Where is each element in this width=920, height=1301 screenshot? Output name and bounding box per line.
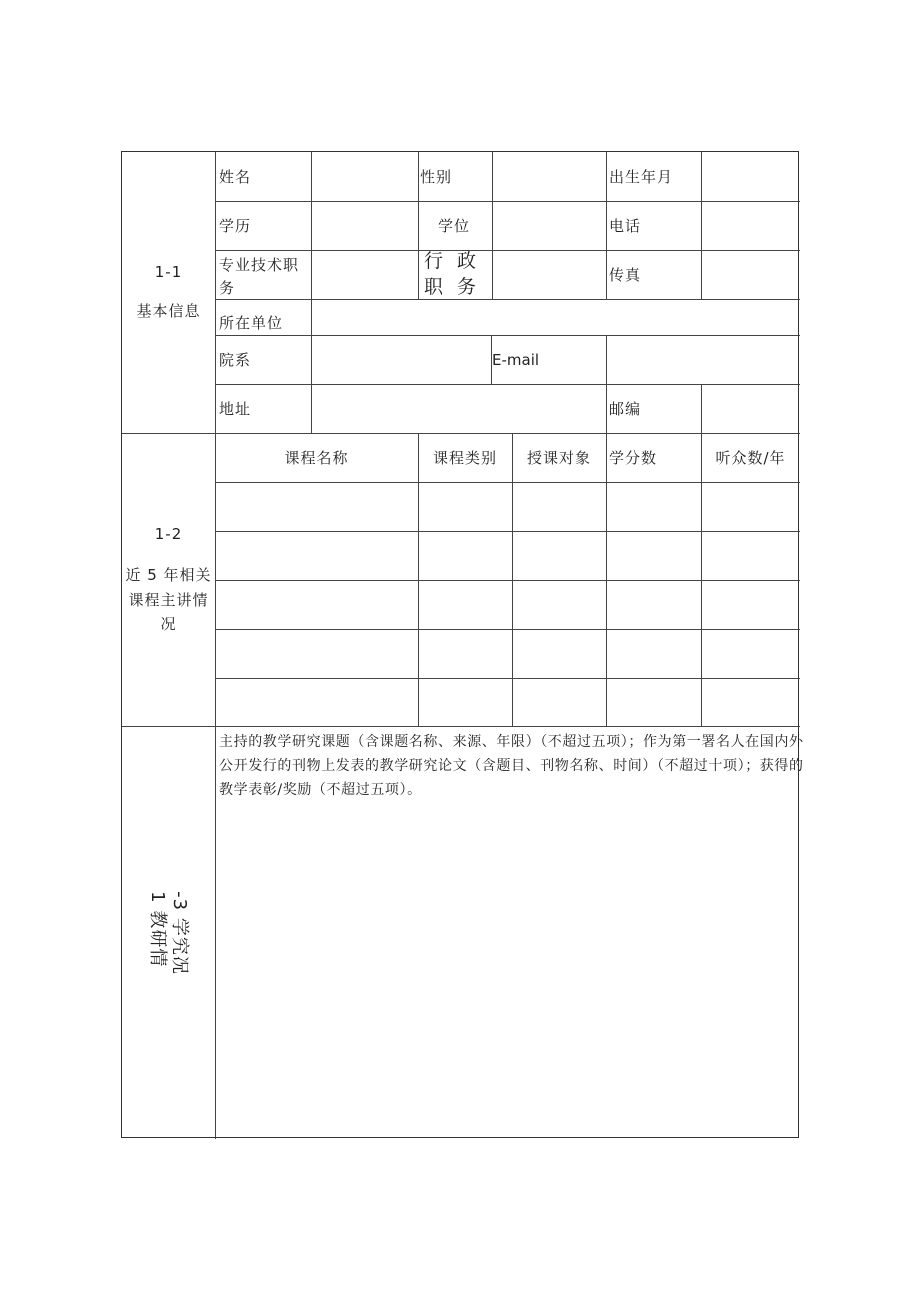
- row-divider: [215, 531, 800, 532]
- row-divider: [215, 201, 800, 202]
- header-audience: 授课对象: [526, 449, 591, 467]
- section1-title: 基本信息: [136, 302, 201, 320]
- tech-title-label-line1: 专业技术职: [219, 256, 300, 274]
- row-divider: [215, 482, 800, 483]
- row-divider: [215, 384, 800, 385]
- column-divider: [701, 384, 702, 433]
- department-label: 院系: [219, 351, 252, 369]
- column-divider: [215, 152, 216, 1139]
- row-divider: [215, 629, 800, 630]
- column-divider: [418, 433, 419, 726]
- column-divider: [311, 299, 312, 433]
- admin-position-label-line1: 行 政: [424, 250, 481, 272]
- column-divider: [701, 433, 702, 726]
- birth-label: 出生年月: [609, 168, 674, 186]
- email-label: E-mail: [492, 351, 540, 369]
- section3-title-text: [146, 891, 190, 975]
- column-divider: [512, 433, 513, 726]
- address-label: 地址: [219, 400, 252, 418]
- column-divider: [606, 335, 607, 433]
- row-divider: [215, 299, 800, 300]
- phone-label: 电话: [609, 217, 642, 235]
- section-divider: [122, 433, 800, 434]
- section3-title: [122, 727, 215, 1139]
- name-label: 姓名: [219, 168, 252, 186]
- section2-title-line2: 课程主讲情: [128, 591, 209, 609]
- section2-title-line3: 况: [160, 615, 177, 633]
- column-divider: [606, 433, 607, 726]
- row-divider: [215, 580, 800, 581]
- column-divider: [701, 152, 702, 299]
- header-credits: 学分数: [609, 449, 658, 467]
- degree-label: 学位: [438, 217, 471, 235]
- section2-number: 1-2: [154, 525, 183, 543]
- column-divider: [606, 152, 607, 299]
- row-divider: [215, 678, 800, 679]
- application-form-table: [121, 151, 804, 1138]
- section3-description: 主持的教学研究课题（含课题名称、来源、年限）（不超过五项）；作为第一署名人在国内外公开发行的刊物上发表的教学研究论文（含题目、刊物名称、时间）（不超过十项）；获得的教学表彰/奖励（不超过五项）。: [219, 734, 804, 798]
- column-divider: [311, 152, 312, 299]
- postcode-label: 邮编: [609, 400, 642, 418]
- row-divider: [215, 250, 800, 251]
- section3-title-line2: 1 教研情: [147, 891, 168, 968]
- header-course-name: 课程名称: [284, 449, 349, 467]
- admin-position-label-line2: 职 务: [424, 276, 481, 298]
- column-divider: [492, 152, 493, 299]
- section-divider: [122, 726, 800, 727]
- unit-label: 所在单位: [219, 314, 284, 332]
- column-divider: [418, 152, 419, 299]
- education-label: 学历: [219, 217, 252, 235]
- header-course-type: 课程类别: [432, 449, 497, 467]
- fax-label: 传真: [609, 266, 642, 284]
- section3-title-line1: -3 学究况: [169, 891, 190, 975]
- section2-title-line1: 近 5 年相关: [125, 566, 212, 584]
- tech-title-label-line2: 务: [219, 279, 236, 297]
- row-divider: [215, 335, 800, 336]
- section1-number: 1-1: [154, 263, 183, 281]
- header-listeners: 听众数/年: [715, 449, 786, 467]
- gender-label: 性别: [420, 168, 453, 186]
